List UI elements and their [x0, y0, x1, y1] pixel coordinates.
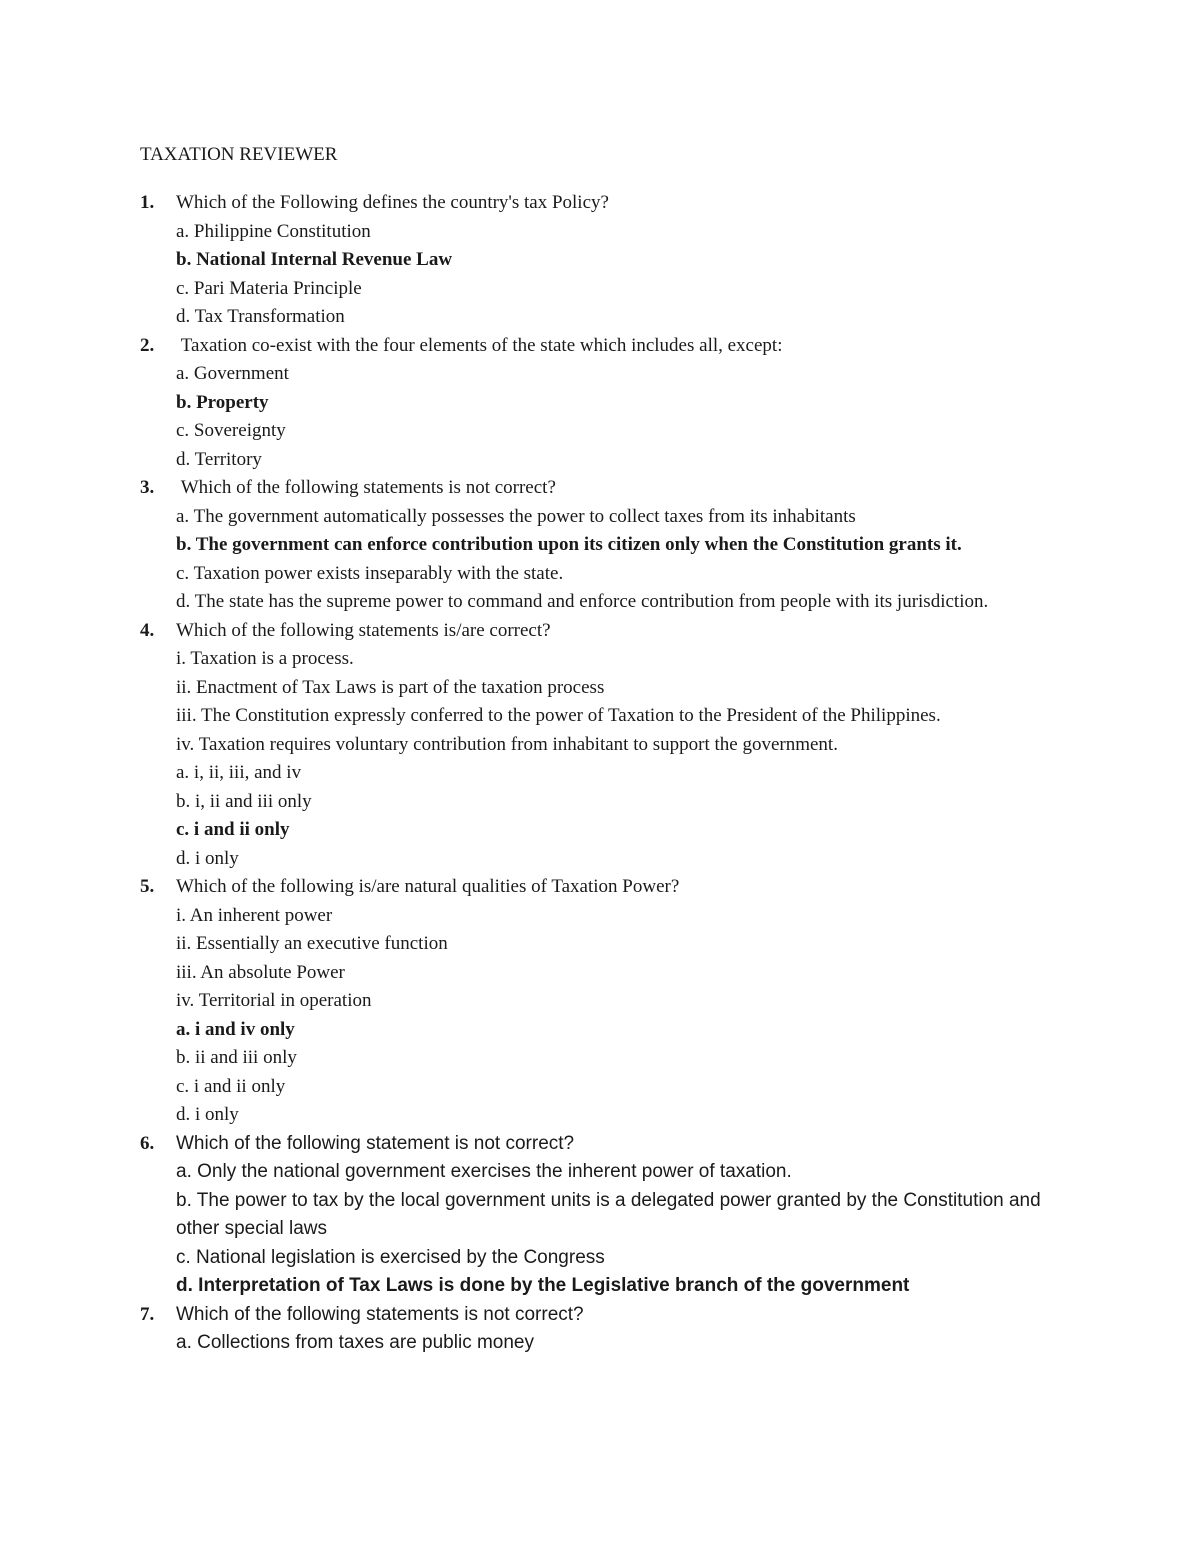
- answer-option: b. The power to tax by the local government units is a delegated power granted by the Constitution and other special laws: [176, 1189, 1041, 1239]
- answer-option: a. Government: [176, 363, 289, 384]
- question-3: [140, 474, 1060, 617]
- question-number: 4.: [140, 619, 155, 641]
- question-text: Which of the following statements is/are correct?: [176, 619, 551, 641]
- question-text: Taxation co-exist with the four elements of the state which includes all, except:: [176, 334, 783, 356]
- question-number: 2.: [140, 334, 155, 356]
- answer-option-correct: c. i and ii only: [176, 819, 290, 840]
- question-5: [140, 873, 1060, 1130]
- question-7: [140, 1301, 1060, 1358]
- question-2: [140, 332, 1060, 475]
- answer-option: d. Tax Transformation: [176, 306, 345, 327]
- answer-option: c. i and ii only: [176, 1075, 286, 1097]
- question-number: 5.: [140, 876, 155, 897]
- answer-option: d. i only: [176, 847, 239, 869]
- answer-option: ii. Essentially an executive function: [176, 933, 448, 954]
- answer-option: c. Taxation power exists inseparably with the state.: [176, 562, 564, 584]
- answer-option: b. i, ii and iii only: [176, 790, 312, 812]
- question-4: [140, 617, 1060, 874]
- question-text: Which of the following statements is not correct?: [176, 477, 556, 498]
- question-number: 1.: [140, 192, 155, 213]
- question-6: [140, 1130, 1060, 1301]
- question-number: 7.: [140, 1303, 155, 1325]
- answer-option: d. The state has the supreme power to command and enforce contribution from people with its jurisdiction.: [176, 591, 989, 612]
- question-number: 6.: [140, 1132, 155, 1154]
- answer-option: i. Taxation is a process.: [176, 648, 354, 669]
- document-title: TAXATION REVIEWER: [140, 144, 338, 165]
- answer-option: a. Only the national government exercises the inherent power of taxation.: [176, 1161, 792, 1182]
- question-text: Which of the following statements is not correct?: [176, 1303, 584, 1325]
- question-text: Which of the following statement is not correct?: [176, 1132, 575, 1154]
- answer-option: a. i, ii, iii, and iv: [176, 762, 302, 783]
- question-list: [140, 189, 1060, 1358]
- answer-option: c. Pari Materia Principle: [176, 277, 362, 299]
- answer-option-correct: d. Interpretation of Tax Laws is done by the Legislative branch of the government: [176, 1275, 910, 1296]
- answer-option: c. National legislation is exercised by the Congress: [176, 1246, 605, 1268]
- answer-option: iii. The Constitution expressly conferred to the power of Taxation to the President of the Philippines.: [176, 705, 941, 726]
- answer-option: d. i only: [176, 1104, 239, 1125]
- answer-option-correct: b. National Internal Revenue Law: [176, 249, 453, 270]
- answer-option-correct: b. The government can enforce contribution upon its citizen only when the Constitution grants it.: [176, 534, 962, 555]
- question-1: [140, 189, 1060, 332]
- question-text: Which of the Following defines the country's tax Policy?: [176, 192, 609, 213]
- answer-option-correct: a. i and iv only: [176, 1018, 295, 1040]
- question-number: 3.: [140, 477, 155, 498]
- answer-option: i. An inherent power: [176, 904, 333, 926]
- answer-option: a. The government automatically possesses the power to collect taxes from its inhabitants: [176, 505, 856, 527]
- answer-option: a. Philippine Constitution: [176, 220, 371, 242]
- answer-option: b. ii and iii only: [176, 1047, 297, 1068]
- answer-option: iii. An absolute Power: [176, 961, 345, 983]
- answer-option: a. Collections from taxes are public money: [176, 1332, 534, 1353]
- question-text: Which of the following is/are natural qualities of Taxation Power?: [176, 876, 680, 897]
- answer-option: d. Territory: [176, 448, 262, 470]
- answer-option-correct: b. Property: [176, 391, 269, 413]
- answer-option: ii. Enactment of Tax Laws is part of the taxation process: [176, 676, 605, 698]
- answer-option: c. Sovereignty: [176, 420, 286, 441]
- answer-option: iv. Territorial in operation: [176, 990, 372, 1011]
- answer-option: iv. Taxation requires voluntary contribution from inhabitant to support the government.: [176, 733, 838, 755]
